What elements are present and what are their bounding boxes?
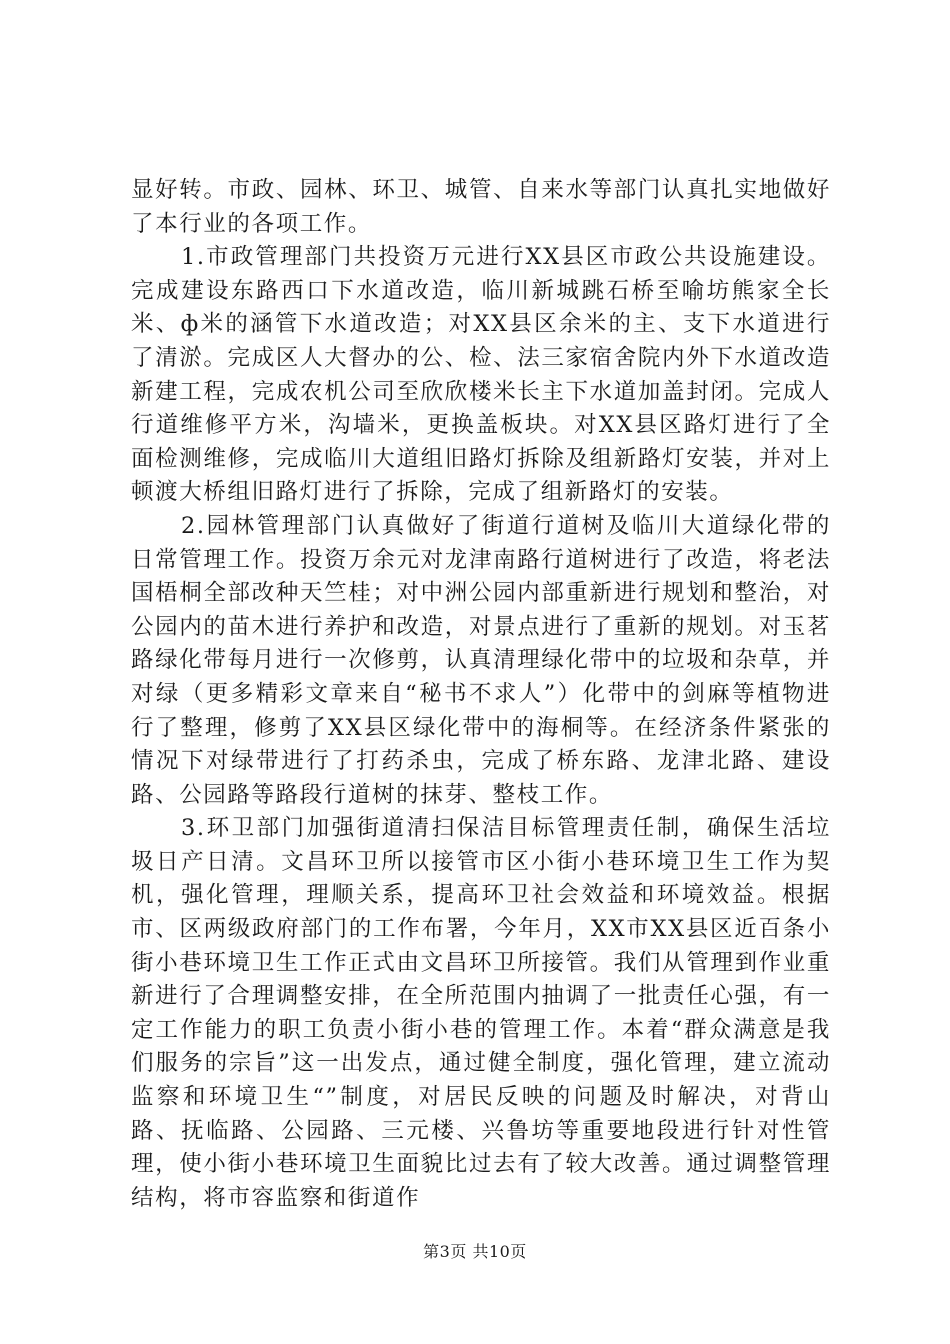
paragraph-sanitation: 3.环卫部门加强街道清扫保洁目标管理责任制，确保生活垃圾日产日清。文昌环卫所以接管市区小街小巷环境卫生工作为契机，强化管理，理顺关系，提高环卫社会效益和环境效益。根据市、区两级政府部门的工作布署，今年月，XX市XX县区近百条小街小巷环境卫生工作正式由文昌环卫所接管。我们从管理到作业重新进行了合理调整安排，在全所范围内抽调了一批责任心强，有一定工作能力的职工负责小街小巷的管理工作。本着“群众满意是我们服务的宗旨”这一出发点，通过健全制度，强化管理，建立流动监察和环境卫生“”制度，对居民反映的问题及时解决，对背山路、抚临路、公园路、三元楼、兴鲁坊等重要地段进行针对性管理，使小街小巷环境卫生面貌比过去有了较大改善。通过调整管理结构，将市容监察和街道作 [131,815,831,1211]
page-number-footer: 第3页 共10页 [423,1242,527,1261]
paragraph-landscaping: 2.园林管理部门认真做好了街道行道树及临川大道绿化带的日常管理工作。投资万余元对龙津南路行道树进行了改造，将老法国梧桐全部改种天竺桂；对中洲公园内部重新进行规划和整治，对公园内的苗木进行养护和改造，对景点进行了重新的规划。对玉茗路绿化带每月进行一次修剪，认真清理绿化带中的垃圾和杂草，并对绿（更多精彩文章来自“秘书不求人”）化带中的剑麻等植物进行了整理，修剪了XX县区绿化带中的海桐等。在经济条件紧张的情况下对绿带进行了打药杀虫，完成了桥东路、龙津北路、建设路、公园路等路段行道树的抹芽、整枝工作。 [131,512,831,808]
paragraph-continuation: 显好转。市政、园林、环卫、城管、自来水等部门认真扎实地做好了本行业的各项工作。 [131,177,831,237]
paragraph-municipal: 1.市政管理部门共投资万元进行XX县区市政公共设施建设。完成建设东路西口下水道改造，临川新城跳石桥至喻坊熊家全长米、ф米的涵管下水道改造；对XX县区余米的主、支下水道进行了清淤。完成区人大督办的公、检、法三家宿舍院内外下水道改造新建工程，完成农机公司至欣欣楼米长主下水道加盖封闭。完成人行道维修平方米，沟墙米，更换盖板块。对XX县区路灯进行了全面检测维修，完成临川大道组旧路灯拆除及组新路灯安装，并对上顿渡大桥组旧路灯进行了拆除，完成了组新路灯的安装。 [131,244,831,506]
document-body [131,174,831,1215]
